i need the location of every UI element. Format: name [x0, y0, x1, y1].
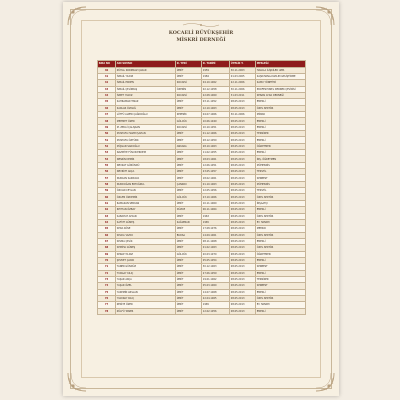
- birth-date: 06.11.1964: [202, 207, 230, 213]
- birth-place: İZMİT: [176, 295, 202, 301]
- birth-date: 14.09.1961: [202, 232, 230, 238]
- row-number: 53: [98, 150, 116, 156]
- birth-date: 17.08.1976: [202, 226, 230, 232]
- member-name: REYHAN ÖZBAY: [116, 207, 176, 213]
- row-number: 68: [98, 245, 116, 251]
- corner-ornament-icon: [314, 371, 336, 393]
- birth-place: İZMİT: [176, 245, 202, 251]
- birth-place: İZMİT: [176, 188, 202, 194]
- birth-place: KEPEZİK: [176, 112, 202, 118]
- occupation: EMEKLİ: [256, 308, 306, 314]
- birth-date: 1959: [202, 67, 230, 73]
- birth-date: 12.06.1951: [202, 162, 230, 168]
- member-name: NURCAN SARIKAYA: [116, 175, 176, 181]
- row-number: 63: [98, 213, 116, 219]
- birth-date: 04.10.1962: [202, 80, 230, 86]
- member-name: ÖZLEM ÖZDEMİR: [116, 194, 176, 200]
- row-number: 78: [98, 308, 116, 314]
- occupation: İNŞAATÇI: [256, 200, 306, 206]
- member-name: NAZMİYE FÜSUN ERDEM: [116, 150, 176, 156]
- row-number: 64: [98, 219, 116, 225]
- birth-date: 03.11.1952: [202, 99, 230, 105]
- corner-ornament-icon: [314, 5, 336, 27]
- occupation: TEKSTİL: [256, 169, 306, 175]
- membership-date: 08.05.2013: [230, 143, 256, 149]
- occupation: KAŞIKHANA-YAZILIM GELİŞTİRME: [256, 73, 306, 79]
- row-number: 76: [98, 295, 116, 301]
- birth-place: ANKARA: [176, 143, 202, 149]
- member-name: YASEMİN ARSLAN: [116, 289, 176, 295]
- membership-date: 08.05.2013: [230, 137, 256, 143]
- title-line-1: KOCAELİ BÜYÜKŞEHİR: [168, 30, 234, 36]
- member-name: ÖZCAN CEYLAN: [116, 188, 176, 194]
- membership-date: 08.05.2013: [230, 219, 256, 225]
- column-header: MESLEĞİ: [256, 61, 306, 68]
- member-name: İSMET YILDIZ: [116, 92, 176, 98]
- member-name: ZEKİYE ÖZER: [116, 302, 176, 308]
- row-number: 69: [98, 251, 116, 257]
- row-number: 72: [98, 270, 116, 276]
- birth-date: 10.10.1951: [202, 124, 230, 130]
- row-number: 42: [98, 80, 116, 86]
- occupation: ÖZEL SEKTÖR: [256, 295, 306, 301]
- membership-date: 08.05.2013: [230, 131, 256, 137]
- membership-date: 08.05.2013: [230, 257, 256, 263]
- member-name: MUSTAFA HAZIM ŞAHAN: [116, 131, 176, 137]
- birth-place: İZMİT: [176, 67, 202, 73]
- member-name: İSMAİL ÇELİKBAŞ: [116, 86, 176, 92]
- member-name: ŞEVKET ÇAKIR: [116, 257, 176, 263]
- birth-place: İZMİT: [176, 308, 202, 314]
- birth-place: İZMİT: [176, 283, 202, 289]
- birth-date: 22.08.1969: [202, 92, 230, 98]
- column-header: ADI SOYADI: [116, 61, 176, 68]
- membership-date: 01.03.2005: [230, 73, 256, 79]
- occupation: İNŞ. ÖĞRETMEN: [256, 156, 306, 162]
- occupation: EMEKLİ: [256, 270, 306, 276]
- occupation: ÖZEL SEKTÖR: [256, 232, 306, 238]
- membership-date: 08.05.2013: [230, 251, 256, 257]
- membership-date: 30.11.2006: [230, 86, 256, 92]
- birth-date: 22.04.1965: [202, 295, 230, 301]
- birth-date: 20.03.1970: [202, 251, 230, 257]
- title-line-2: MİSKRİ DERNEĞİ: [176, 37, 226, 43]
- row-number: 75: [98, 289, 116, 295]
- member-name: NESRİN DEMİR: [116, 156, 176, 162]
- occupation: TEKNİKER: [256, 131, 306, 137]
- member-name: YILDIRAY KILIÇ: [116, 295, 176, 301]
- birth-place: GÖLCÜK: [176, 194, 202, 200]
- occupation: MÜHENDİS: [256, 181, 306, 187]
- row-number: 61: [98, 200, 116, 206]
- membership-date: 08.05.2013: [230, 232, 256, 238]
- occupation: EMEKLİ: [256, 238, 306, 244]
- row-number: 55: [98, 162, 116, 168]
- row-number: 59: [98, 188, 116, 194]
- row-number: 45: [98, 99, 116, 105]
- birth-place: BURSA: [176, 232, 202, 238]
- occupation: ÖĞRETMEN: [256, 251, 306, 257]
- birth-date: 01.10.1963: [202, 181, 230, 187]
- birth-place: İZMİT: [176, 169, 202, 175]
- member-name: SABAHAT AYKAN: [116, 213, 176, 219]
- row-number: 74: [98, 283, 116, 289]
- membership-date: 08.05.2013: [230, 150, 256, 156]
- occupation: MİMAR: [256, 112, 306, 118]
- occupation: SERBEST: [256, 283, 306, 289]
- birth-place: İZMİT: [176, 73, 202, 79]
- birth-place: KAĞIZMAN: [176, 219, 202, 225]
- occupation: EV HANIMI: [256, 302, 306, 308]
- occupation: EMEKLİ: [256, 124, 306, 130]
- birth-date: 01.12.1966: [202, 131, 230, 137]
- table-body: [98, 67, 306, 314]
- member-name: MUSTAFA ÖZTÜRK: [116, 137, 176, 143]
- membership-date: 08.05.2013: [230, 200, 256, 206]
- row-number: 46: [98, 105, 116, 111]
- birth-place: DÜZCE: [176, 207, 202, 213]
- birth-place: İZMİT: [176, 238, 202, 244]
- member-name: İSMAİL ERDEN: [116, 80, 176, 86]
- row-number: 43: [98, 86, 116, 92]
- membership-date: 31.03.2011: [230, 92, 256, 98]
- birth-place: İZMİT: [176, 200, 202, 206]
- occupation: PROFESYONEL DERNEK ÇEVİRİSİ: [256, 86, 306, 92]
- birth-date: 01.02.1963: [202, 245, 230, 251]
- member-name: ZÜHAL KORKMAZ ÇAKAR: [116, 67, 176, 73]
- row-number: 49: [98, 124, 116, 130]
- membership-date: 08.05.2013: [230, 245, 256, 251]
- occupation: KAMU YÖNETİMİ: [256, 80, 306, 86]
- membership-date: 30.11.2003: [230, 67, 256, 73]
- membership-date: 08.05.2013: [230, 213, 256, 219]
- occupation: ÖZEL SEKTÖR: [256, 105, 306, 111]
- membership-date: 08.05.2013: [230, 289, 256, 295]
- header-ornament-icon: [181, 22, 221, 28]
- occupation: EMEKLİ: [256, 289, 306, 295]
- membership-date: 08.05.2013: [230, 270, 256, 276]
- birth-date: 1984: [202, 73, 230, 79]
- birth-place: GÖLCÜK: [176, 251, 202, 257]
- row-number: 62: [98, 207, 116, 213]
- occupation: KENAN AYDA DERNEĞİ: [256, 92, 306, 98]
- occupation: EMEKLİ: [256, 150, 306, 156]
- member-name: SELMA ÇELİK: [116, 238, 176, 244]
- birth-place: İZMİT: [176, 302, 202, 308]
- occupation: EMEKLİ: [256, 257, 306, 263]
- birth-date: 05.05.1954: [202, 257, 230, 263]
- member-name: SEDA KÖSE: [116, 226, 176, 232]
- row-number: 47: [98, 112, 116, 118]
- birth-date: 23.10.1966: [202, 194, 230, 200]
- table-header-row: [98, 61, 306, 68]
- column-header: D. YERİ: [176, 61, 202, 68]
- birth-place: İZMİT: [176, 105, 202, 111]
- member-name: ZÜLFÜ TANER: [116, 308, 176, 314]
- membership-date: 08.05.2013: [230, 194, 256, 200]
- occupation: EMEKLİ: [256, 118, 306, 124]
- column-header: SIRA NO: [98, 61, 116, 68]
- occupation: TEKNİKER: [256, 276, 306, 282]
- row-number: 70: [98, 257, 116, 263]
- member-name: TANER GÜNDÜZ: [116, 264, 176, 270]
- member-name: SAFİYE GÜNEŞ: [116, 219, 176, 225]
- birth-place: İZMİT: [176, 289, 202, 295]
- birth-place: İZMİT: [176, 264, 202, 270]
- row-number: 51: [98, 137, 116, 143]
- corner-ornament-icon: [66, 5, 88, 27]
- occupation: ÖZEL SEKTÖR: [256, 245, 306, 251]
- column-header: D. TARİHİ: [202, 61, 230, 68]
- member-name: SELDA YAZICI: [116, 232, 176, 238]
- row-number: 54: [98, 156, 116, 162]
- birth-place: İZMİT: [176, 175, 202, 181]
- row-number: 48: [98, 118, 116, 124]
- occupation: EMEKLİ: [256, 99, 306, 105]
- membership-date: 08.05.2013: [230, 188, 256, 194]
- document-title: [63, 30, 339, 44]
- membership-date: 08.05.2013: [230, 118, 256, 124]
- membership-date: 30.11.2006: [230, 112, 256, 118]
- row-number: 57: [98, 175, 116, 181]
- occupation: ÖĞRETMEN: [256, 143, 306, 149]
- occupation: MEMUR: [256, 226, 306, 232]
- row-number: 41: [98, 73, 116, 79]
- occupation: SERBEST: [256, 264, 306, 270]
- member-name: SEMİHA GÜNEŞ: [116, 245, 176, 251]
- birth-date: 18.03.1961: [202, 156, 230, 162]
- member-name: NURDOĞAN ERTUĞRUL: [116, 181, 176, 187]
- member-name: SERAP YILDIZ: [116, 251, 176, 257]
- membership-date: 08.05.2013: [230, 238, 256, 244]
- member-name: RAMAZAN SERKAN: [116, 200, 176, 206]
- member-name: KAHRAMAN TINAZ: [116, 99, 176, 105]
- birth-place: İZMİT: [176, 162, 202, 168]
- birth-place: İZMİT: [176, 150, 202, 156]
- row-number: 67: [98, 238, 116, 244]
- member-name: MEHMET ÖZER: [116, 118, 176, 124]
- birth-place: KOCAELİ: [176, 80, 202, 86]
- birth-place: KOCAELİ: [176, 92, 202, 98]
- birth-place: İZMİT: [176, 99, 202, 105]
- membership-date: 08.05.2013: [230, 207, 256, 213]
- birth-place: İZMİT: [176, 156, 202, 162]
- birth-date: 04.07.1966: [202, 112, 230, 118]
- row-number: 65: [98, 226, 116, 232]
- occupation: SERBEST: [256, 175, 306, 181]
- member-name: YAŞAR AKÇA: [116, 276, 176, 282]
- birth-place: İZMİT: [176, 226, 202, 232]
- birth-date: 08.11.1968: [202, 238, 230, 244]
- birth-date: 14.07.1968: [202, 289, 230, 295]
- membership-date: 08.05.2013: [230, 302, 256, 308]
- membership-date: 08.05.2013: [230, 169, 256, 175]
- birth-date: 02.12.1958: [202, 86, 230, 92]
- membership-date: 08.05.2013: [230, 308, 256, 314]
- membership-date: 08.05.2013: [230, 276, 256, 282]
- occupation: EV HANIMI: [256, 219, 306, 225]
- member-name: TURGAY KILIÇ: [116, 270, 176, 276]
- birth-place: İZMİT: [176, 276, 202, 282]
- birth-date: 05.03.1960: [202, 283, 230, 289]
- birth-date: 19.01.1962: [202, 276, 230, 282]
- column-header: ÜYELİK T.: [230, 61, 256, 68]
- row-number: 50: [98, 131, 116, 137]
- occupation: MÜHENDİS: [256, 162, 306, 168]
- birth-place: GÖLCÜK: [176, 118, 202, 124]
- table-row: [98, 308, 306, 314]
- membership-date: 08.05.2013: [230, 105, 256, 111]
- birth-place: İZMİT: [176, 137, 202, 143]
- occupation: ÖZEL SEKTÖR: [256, 194, 306, 200]
- row-number: 52: [98, 143, 116, 149]
- row-number: 66: [98, 232, 116, 238]
- member-name: MÜJGAN SARIOĞLU: [116, 143, 176, 149]
- document-page: [63, 2, 339, 396]
- birth-date: 12.10.1963: [202, 105, 230, 111]
- row-number: 40: [98, 67, 116, 73]
- birth-place: İZMİT: [176, 213, 202, 219]
- birth-date: 1965: [202, 302, 230, 308]
- birth-date: 12.02.1956: [202, 308, 230, 314]
- membership-date: 08.05.2013: [230, 175, 256, 181]
- corner-ornament-icon: [66, 371, 88, 393]
- birth-date: 28.12.1950: [202, 137, 230, 143]
- occupation: ÖZEL SEKTÖR: [256, 213, 306, 219]
- member-name: M. ZEKAİ ÇALIŞKAN: [116, 124, 176, 130]
- birth-place: ÇANKIRI: [176, 181, 202, 187]
- row-number: 56: [98, 169, 116, 175]
- membership-date: 08.05.2013: [230, 226, 256, 232]
- birth-date: 30.12.1963: [202, 264, 230, 270]
- membership-date: 08.05.2013: [230, 181, 256, 187]
- members-table: [97, 60, 306, 315]
- birth-place: İZMİT: [176, 270, 202, 276]
- birth-date: 10.11.1960: [202, 200, 230, 206]
- birth-place: ÖZERİN: [176, 86, 202, 92]
- row-number: 58: [98, 181, 116, 187]
- row-number: 73: [98, 276, 116, 282]
- member-name: LÜTFÜ ALPER ÇAĞIROĞLU: [116, 112, 176, 118]
- occupation: TEKSTİL: [256, 188, 306, 194]
- membership-date: 08.05.2013: [230, 124, 256, 130]
- row-number: 44: [98, 92, 116, 98]
- birth-date: 11.02.1955: [202, 150, 230, 156]
- occupation: HALKLA İLİŞKİLER UZM.: [256, 67, 306, 73]
- birth-date: 23.05.1957: [202, 169, 230, 175]
- member-name: KARLAR ÖZDAĞ: [116, 105, 176, 111]
- birth-date: 27.06.1959: [202, 270, 230, 276]
- row-number: 77: [98, 302, 116, 308]
- membership-date: 08.05.2013: [230, 283, 256, 289]
- membership-date: 22.11.2006: [230, 80, 256, 86]
- birth-place: İZMİT: [176, 257, 202, 263]
- birth-date: 18.02.1961: [202, 175, 230, 181]
- member-name: NEVZAT GÜRÜNDÜ: [116, 162, 176, 168]
- row-number: 71: [98, 264, 116, 270]
- occupation: EMEKLİ: [256, 207, 306, 213]
- membership-date: 08.05.2013: [230, 162, 256, 168]
- occupation: EMEKLİ: [256, 137, 306, 143]
- birth-date: 10.06.1949: [202, 118, 230, 124]
- membership-date: 08.05.2013: [230, 264, 256, 270]
- birth-date: 1965: [202, 219, 230, 225]
- membership-date: 08.05.2013: [230, 295, 256, 301]
- birth-place: KOCAELİ: [176, 124, 202, 130]
- row-number: 60: [98, 194, 116, 200]
- birth-date: 28.10.1963: [202, 143, 230, 149]
- birth-place: İZMİT: [176, 131, 202, 137]
- membership-date: 08.05.2013: [230, 99, 256, 105]
- membership-date: 08.05.2013: [230, 156, 256, 162]
- member-name: NEVRİYE AKÇA: [116, 169, 176, 175]
- birth-date: 1963: [202, 213, 230, 219]
- member-name: İSMAİL YILDIZ: [116, 73, 176, 79]
- member-name: YAŞAR ÖZEL: [116, 283, 176, 289]
- birth-date: 12.05.1956: [202, 188, 230, 194]
